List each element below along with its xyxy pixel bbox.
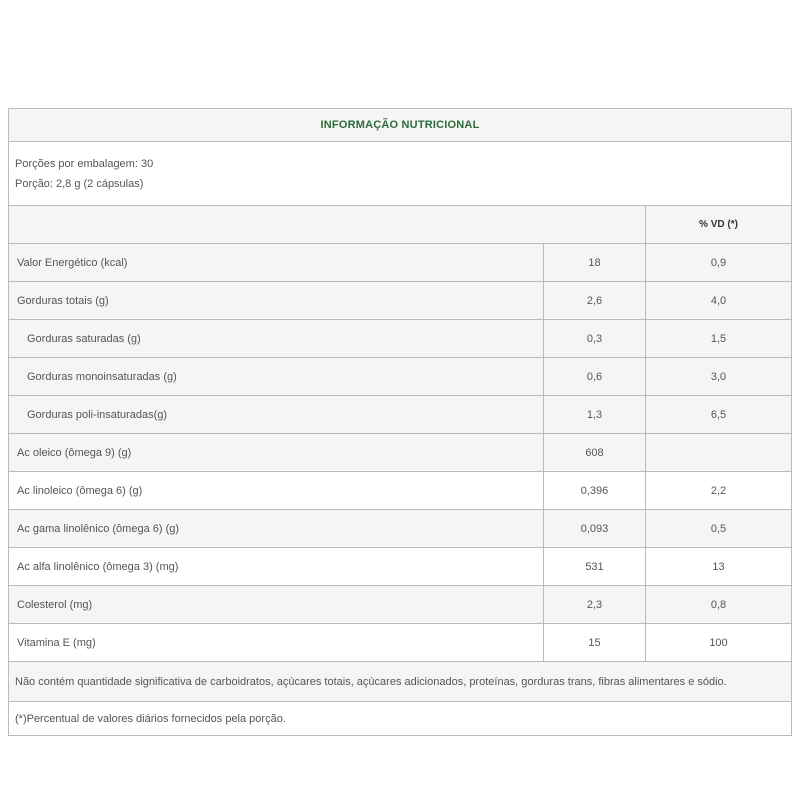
nutrient-value: 0,093 xyxy=(543,510,645,547)
table-title: INFORMAÇÃO NUTRICIONAL xyxy=(320,119,480,131)
nutrient-label: Colesterol (mg) xyxy=(17,598,93,611)
nutrient-vd: 3,0 xyxy=(645,358,791,395)
nutrient-vd: 6,5 xyxy=(645,396,791,433)
nutrient-vd: 1,5 xyxy=(645,320,791,357)
nutrient-label: Ac alfa linolênico (ômega 3) (mg) xyxy=(17,560,179,573)
nutrient-label: Vitamina E (mg) xyxy=(17,636,96,649)
table-row xyxy=(9,243,791,281)
nutrient-label: Gorduras monoinsaturadas (g) xyxy=(27,370,177,383)
nutrient-vd xyxy=(645,434,791,471)
nutrient-vd: 0,5 xyxy=(645,510,791,547)
nutrient-value: 0,6 xyxy=(543,358,645,395)
nutrient-label: Gorduras totais (g) xyxy=(17,294,109,307)
nutrient-vd: 100 xyxy=(645,624,791,661)
nutrient-value: 0,396 xyxy=(543,472,645,509)
table-row xyxy=(9,547,791,585)
table-row xyxy=(9,281,791,319)
portions-per-package: Porções por embalagem: 30 xyxy=(15,157,154,170)
nutrient-vd: 13 xyxy=(645,548,791,585)
table-header-row xyxy=(9,205,791,243)
table-row xyxy=(9,433,791,471)
table-row xyxy=(9,471,791,509)
portion-size: Porção: 2,8 g (2 cápsulas) xyxy=(15,177,144,190)
nutrient-value: 0,3 xyxy=(543,320,645,357)
header-vd-cell xyxy=(645,206,791,243)
nutrient-label: Gorduras saturadas (g) xyxy=(27,332,141,345)
nutrition-table xyxy=(8,108,792,736)
table-row xyxy=(9,395,791,433)
nutrient-value: 608 xyxy=(543,434,645,471)
nutrient-value: 18 xyxy=(543,244,645,281)
nutrient-value: 1,3 xyxy=(543,396,645,433)
nutrient-label: Gorduras poli-insaturadas(g) xyxy=(27,408,168,421)
nutrient-label: Valor Energético (kcal) xyxy=(17,256,128,269)
table-row xyxy=(9,509,791,547)
footnote-text: (*)Percentual de valores diários fornecidos pela porção. xyxy=(15,712,286,725)
note-text: Não contém quantidade significativa de carboidratos, açúcares totais, açúcares adicionados, proteínas, gorduras trans, fibras alimentares e sódio. xyxy=(15,675,727,688)
table-footnote xyxy=(9,701,791,735)
nutrient-vd: 0,9 xyxy=(645,244,791,281)
nutrient-label: Ac oleico (ômega 9) (g) xyxy=(17,446,132,459)
table-title-row xyxy=(9,109,791,141)
vd-header: % VD (*) xyxy=(699,219,738,230)
nutrient-vd: 2,2 xyxy=(645,472,791,509)
table-row xyxy=(9,319,791,357)
nutrient-value: 531 xyxy=(543,548,645,585)
table-row xyxy=(9,585,791,623)
nutrient-vd: 0,8 xyxy=(645,586,791,623)
nutrient-label: Ac gama linolênico (ômega 6) (g) xyxy=(17,522,180,535)
nutrient-vd: 4,0 xyxy=(645,282,791,319)
table-row xyxy=(9,357,791,395)
portion-info xyxy=(9,141,791,205)
table-row xyxy=(9,623,791,661)
table-note xyxy=(9,661,791,701)
nutrient-value: 2,6 xyxy=(543,282,645,319)
header-blank-cell xyxy=(9,206,645,243)
nutrient-label: Ac linoleico (ômega 6) (g) xyxy=(17,484,143,497)
nutrient-value: 2,3 xyxy=(543,586,645,623)
nutrient-value: 15 xyxy=(543,624,645,661)
